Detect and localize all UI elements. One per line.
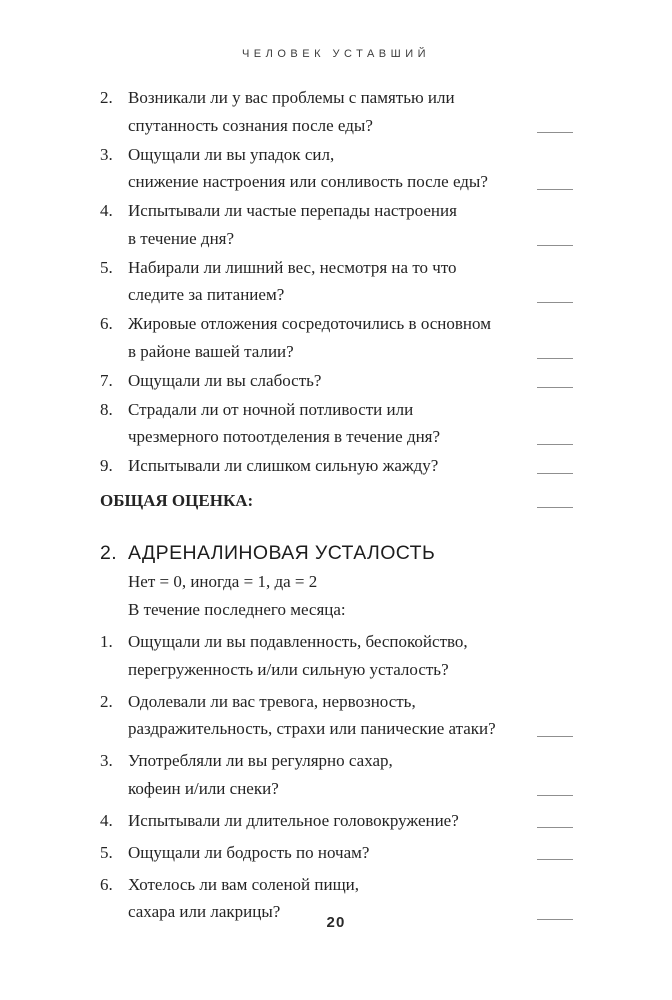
answer-line	[537, 189, 573, 190]
question-item	[100, 628, 573, 683]
scale-note: Нет = 0, иногда = 1, да = 2	[128, 572, 318, 591]
answer-line	[537, 827, 573, 828]
section-heading	[100, 538, 573, 568]
question-text: Страдали ли от ночной потливости или чрезмерного потоотделения в течение дня?	[128, 399, 441, 446]
question-text: Употребляли ли вы регулярно сахар, кофеин и/или снеки?	[128, 751, 393, 798]
question-item	[100, 839, 573, 867]
question-number: 3.	[100, 144, 113, 164]
running-head: ЧЕЛОВЕК УСТАВШИЙ	[241, 48, 431, 60]
answer-line	[537, 736, 573, 737]
answer-line	[537, 859, 573, 860]
answer-line	[537, 444, 573, 445]
question-item	[100, 396, 573, 451]
question-number: 2.	[100, 691, 113, 711]
answer-line	[537, 245, 573, 246]
question-item	[100, 367, 573, 395]
question-text: Ощущали ли вы слабость?	[128, 370, 322, 390]
question-item	[100, 747, 573, 802]
question-text: Испытывали ли слишком сильную жажду?	[128, 456, 439, 475]
question-text: Одолевали ли вас тревога, нервозность, раздражительность, страхи или панические атаки?	[128, 691, 496, 738]
answer-line	[537, 473, 573, 474]
question-item	[100, 254, 573, 309]
question-number: 5.	[100, 257, 113, 277]
question-number: 3.	[100, 751, 113, 770]
question-text: Ощущали ли вы подавленность, беспокойство, перегруженность и/или сильную усталость?	[128, 632, 468, 679]
question-number: 5.	[100, 842, 113, 862]
answer-line	[537, 507, 573, 508]
total-score-label: ОБЩАЯ ОЦЕНКА:	[100, 490, 254, 510]
question-text: Возникали ли у вас проблемы с памятью или спутанность сознания после еды?	[128, 88, 455, 135]
section-1-questions	[100, 84, 573, 514]
question-text: Испытывали ли частые перепады настроения в течение дня?	[128, 201, 457, 248]
question-item	[100, 197, 573, 252]
question-text: Жировые отложения сосредоточились в основном в районе вашей талии?	[128, 314, 491, 361]
section-title: АДРЕНАЛИНОВАЯ УСТАЛОСТЬ	[128, 542, 436, 564]
section-number: 2.	[100, 542, 118, 564]
question-item	[100, 84, 573, 139]
question-item	[100, 310, 573, 365]
question-item	[100, 141, 573, 196]
question-text: Испытывали ли длительное головокружение?	[128, 810, 459, 830]
total-score-row	[100, 487, 573, 515]
question-number: 4.	[100, 810, 113, 830]
answer-line	[537, 795, 573, 796]
answer-line	[537, 132, 573, 133]
question-number: 6.	[100, 314, 113, 333]
question-number: 9.	[100, 456, 113, 475]
page-content	[100, 84, 573, 930]
answer-line	[537, 302, 573, 303]
period-note: В течение последнего месяца:	[128, 599, 346, 619]
section-2-questions	[100, 628, 573, 926]
question-text: Ощущали ли вы упадок сил, снижение настроения или сонливость после еды?	[128, 144, 488, 191]
page-number: 20	[326, 914, 346, 931]
question-number: 2.	[100, 88, 113, 107]
answer-line	[537, 387, 573, 388]
question-number: 4.	[100, 201, 113, 220]
answer-line	[537, 358, 573, 359]
question-item	[100, 452, 573, 480]
question-item	[100, 807, 573, 835]
question-text: Набирали ли лишний вес, несмотря на то что следите за питанием?	[128, 257, 457, 304]
question-number: 6.	[100, 874, 113, 894]
question-text: Ощущали ли бодрость по ночам?	[128, 842, 370, 862]
question-number: 7.	[100, 370, 113, 390]
question-text: Хотелось ли вам соленой пищи, сахара или лакрицы?	[128, 874, 360, 921]
question-number: 8.	[100, 399, 113, 419]
question-number: 1.	[100, 632, 113, 651]
question-item	[100, 688, 573, 743]
